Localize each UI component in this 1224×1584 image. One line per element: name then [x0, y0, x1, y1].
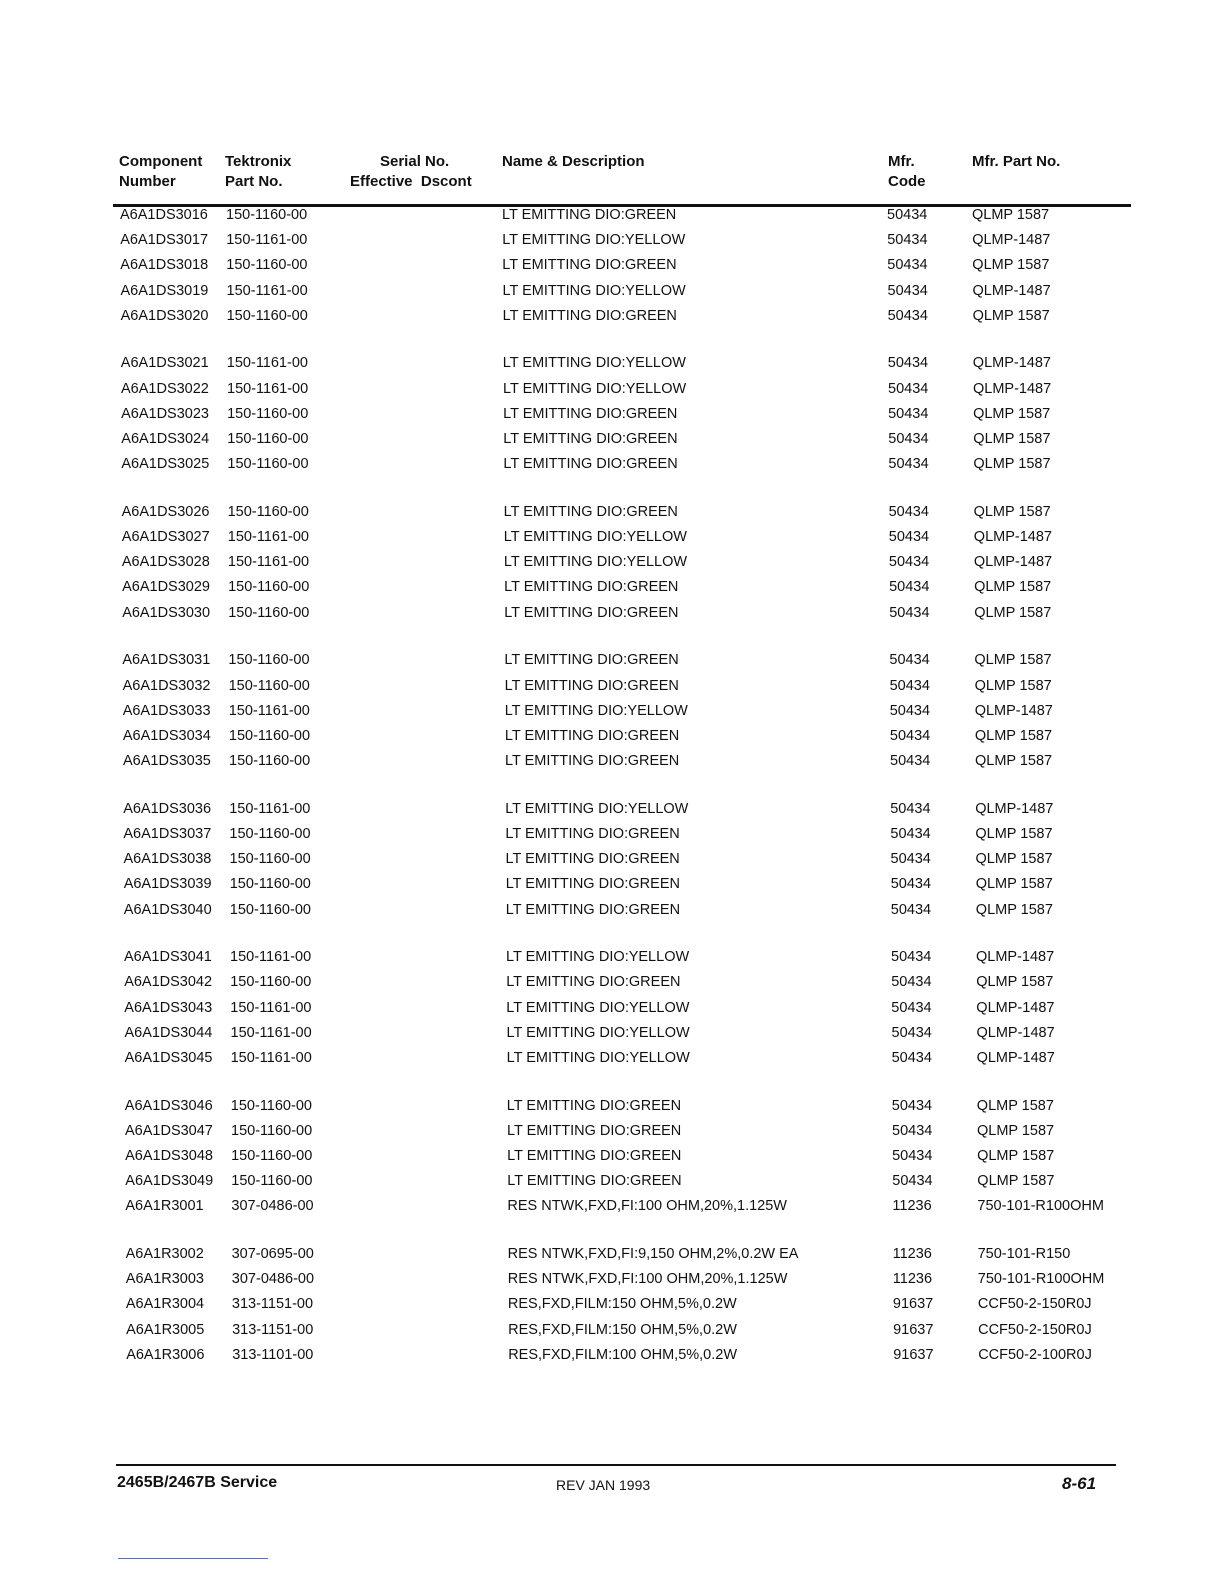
mfr-part-no: QLMP 1587	[975, 851, 1053, 868]
mfr-part-no: QLMP 1587	[974, 604, 1052, 621]
description: LT EMITTING DIO:YELLOW	[503, 380, 687, 397]
mfr-code: 50434	[890, 876, 932, 893]
mfr-code: 50434	[887, 355, 929, 372]
component-number: A6A1DS3032	[122, 677, 211, 694]
mfr-part-no: QLMP 1587	[973, 503, 1051, 520]
table-row	[0, 1320, 1224, 1345]
row-group	[0, 205, 1224, 331]
row-group	[0, 502, 1224, 628]
component-number: A6A1R3006	[126, 1346, 205, 1363]
component-number: A6A1DS3033	[122, 702, 211, 719]
header-component	[119, 152, 202, 192]
table-row	[0, 527, 1224, 552]
description: RES NTWK,FXD,FI:100 OHM,20%,1.125W	[507, 1198, 787, 1215]
table-row	[0, 404, 1224, 429]
tektronix-part-no: 150-1160-00	[227, 405, 309, 422]
mfr-part-no: QLMP 1587	[975, 876, 1053, 893]
mfr-code: 50434	[889, 652, 930, 669]
mfr-part-no: QLMP 1587	[975, 901, 1053, 918]
table-row	[0, 454, 1224, 479]
component-number: A6A1DS3040	[123, 901, 212, 918]
table-row	[0, 726, 1224, 751]
tektronix-part-no: 150-1161-00	[226, 282, 308, 299]
component-number: A6A1DS3027	[121, 529, 210, 546]
table-row	[0, 603, 1224, 628]
mfr-code: 50434	[889, 579, 930, 596]
description: LT EMITTING DIO:GREEN	[504, 579, 679, 596]
component-number: A6A1DS3047	[125, 1122, 213, 1139]
mfr-part-no: QLMP 1587	[977, 1122, 1055, 1139]
table-row	[0, 751, 1224, 776]
table-row	[0, 824, 1224, 849]
mfr-code: 50434	[891, 949, 932, 966]
tektronix-part-no: 150-1161-00	[227, 380, 309, 397]
table-row	[0, 874, 1224, 899]
table-row	[0, 502, 1224, 527]
mfr-part-no: QLMP-1487	[972, 355, 1051, 372]
table-row	[0, 429, 1224, 454]
component-number: A6A1DS3019	[120, 282, 209, 299]
mfr-part-no: QLMP-1487	[974, 702, 1053, 719]
tektronix-part-no: 150-1161-00	[227, 554, 310, 571]
table-row	[0, 1121, 1224, 1146]
mfr-code: 50434	[889, 727, 931, 744]
mfr-code: 50434	[891, 974, 932, 991]
mfr-code: 50434	[888, 554, 930, 571]
mfr-code: 50434	[888, 431, 929, 447]
mfr-part-no: 750-101-R150	[977, 1246, 1071, 1263]
mfr-part-no: QLMP 1587	[976, 1097, 1054, 1114]
table-row	[0, 650, 1224, 675]
tektronix-part-no: 307-0486-00	[231, 1271, 315, 1288]
description: LT EMITTING DIO:YELLOW	[506, 1024, 690, 1041]
mfr-part-no: QLMP-1487	[972, 282, 1051, 299]
mfr-part-no: QLMP 1587	[972, 207, 1050, 223]
component-number: A6A1R3005	[126, 1321, 205, 1338]
row-group	[0, 1244, 1224, 1370]
parts-table	[0, 205, 1224, 1393]
table-row	[0, 205, 1224, 230]
table-row	[0, 1345, 1224, 1370]
description: LT EMITTING DIO:GREEN	[502, 307, 677, 324]
component-number: A6A1DS3018	[120, 257, 209, 274]
table-row	[0, 972, 1224, 997]
description: RES,FXD,FILM:150 OHM,5%,0.2W	[508, 1321, 737, 1338]
mfr-code: 91637	[893, 1321, 934, 1338]
description: LT EMITTING DIO:GREEN	[503, 503, 678, 520]
description: RES NTWK,FXD,FI:100 OHM,20%,1.125W	[507, 1271, 788, 1288]
table-row	[0, 1146, 1224, 1171]
table-row	[0, 799, 1224, 824]
mfr-part-no: QLMP-1487	[972, 232, 1051, 249]
component-number: A6A1DS3030	[122, 604, 211, 621]
mfr-part-no: QLMP 1587	[974, 579, 1052, 596]
tektronix-part-no: 150-1160-00	[228, 604, 310, 621]
component-number: A6A1DS3017	[120, 232, 209, 249]
mfr-code: 50434	[892, 1173, 933, 1190]
mfr-code: 50434	[890, 800, 931, 817]
mfr-part-no: CCF50-2-150R0J	[977, 1296, 1092, 1313]
table-row	[0, 1023, 1224, 1048]
tektronix-part-no: 150-1160-00	[228, 677, 310, 694]
mfr-code: 11236	[892, 1246, 932, 1263]
tektronix-part-no: 150-1160-00	[227, 456, 309, 473]
component-number: A6A1DS3038	[123, 851, 212, 868]
description: LT EMITTING DIO:YELLOW	[506, 949, 690, 966]
component-number: A6A1DS3023	[121, 405, 209, 422]
mfr-code: 50434	[888, 405, 929, 422]
description: LT EMITTING DIO:GREEN	[503, 405, 678, 422]
description: LT EMITTING DIO:GREEN	[505, 851, 680, 868]
component-number: A6A1DS3028	[121, 554, 210, 571]
mfr-part-no: QLMP 1587	[977, 1173, 1055, 1190]
mfr-part-no: QLMP 1587	[974, 652, 1052, 669]
description: LT EMITTING DIO:GREEN	[504, 604, 679, 621]
header-number-label: Number	[119, 173, 176, 190]
tektronix-part-no: 150-1160-00	[231, 1122, 313, 1139]
mfr-code: 50434	[892, 1148, 933, 1164]
description: LT EMITTING DIO:YELLOW	[502, 282, 686, 299]
header-tektronix	[225, 152, 291, 192]
tektronix-part-no: 150-1160-00	[226, 207, 308, 223]
table-row	[0, 230, 1224, 255]
table-row	[0, 379, 1224, 404]
tektronix-part-no: 150-1160-00	[231, 1148, 313, 1164]
tektronix-part-no: 150-1160-00	[229, 851, 311, 868]
mfr-code: 91637	[893, 1346, 934, 1363]
tektronix-part-no: 307-0695-00	[231, 1246, 314, 1263]
component-number: A6A1DS3031	[122, 652, 211, 669]
description: LT EMITTING DIO:GREEN	[503, 456, 678, 473]
table-row	[0, 998, 1224, 1023]
component-number: A6A1DS3048	[125, 1148, 213, 1164]
mfr-part-no: QLMP-1487	[973, 554, 1053, 571]
tektronix-part-no: 150-1160-00	[227, 431, 309, 447]
mfr-code: 50434	[887, 257, 928, 274]
description: LT EMITTING DIO:GREEN	[507, 1148, 682, 1164]
tektronix-part-no: 150-1161-00	[230, 1024, 312, 1041]
table-row	[0, 306, 1224, 331]
table-row	[0, 947, 1224, 972]
header-mfr-part-label: Mfr. Part No.	[972, 153, 1061, 170]
mfr-part-no: CCF50-2-100R0J	[978, 1346, 1092, 1363]
mfr-code: 50434	[890, 851, 931, 868]
mfr-code: 50434	[891, 999, 932, 1016]
table-row	[0, 1048, 1224, 1073]
description: LT EMITTING DIO:GREEN	[504, 652, 679, 669]
component-number: A6A1DS3035	[123, 753, 211, 770]
tektronix-part-no: 150-1160-00	[229, 825, 311, 842]
component-number: A6A1DS3029	[122, 579, 210, 596]
mfr-code: 91637	[892, 1296, 934, 1313]
tektronix-part-no: 150-1160-00	[228, 727, 311, 744]
description: LT EMITTING DIO:YELLOW	[503, 529, 687, 546]
row-group	[0, 650, 1224, 776]
footer-revision: REV JAN 1993	[556, 1477, 651, 1493]
description: LT EMITTING DIO:YELLOW	[505, 800, 689, 817]
tektronix-part-no: 150-1160-00	[230, 1097, 312, 1114]
table-row	[0, 577, 1224, 602]
mfr-part-no: QLMP 1587	[975, 825, 1053, 842]
description: LT EMITTING DIO:GREEN	[506, 1097, 682, 1114]
tektronix-part-no: 313-1151-00	[231, 1296, 314, 1313]
table-row	[0, 1269, 1224, 1294]
mfr-part-no: QLMP 1587	[975, 753, 1053, 770]
mfr-part-no: QLMP-1487	[976, 949, 1055, 966]
tektronix-part-no: 150-1161-00	[230, 999, 312, 1016]
component-number: A6A1DS3039	[123, 876, 212, 893]
row-group	[0, 947, 1224, 1073]
component-number: A6A1DS3042	[124, 974, 213, 991]
component-number: A6A1DS3020	[120, 307, 209, 324]
mfr-part-no: QLMP-1487	[973, 380, 1052, 397]
description: LT EMITTING DIO:YELLOW	[502, 232, 686, 249]
table-row	[0, 353, 1224, 378]
mfr-code: 50434	[888, 380, 929, 397]
table-row	[0, 676, 1224, 701]
description: LT EMITTING DIO:GREEN	[502, 257, 677, 274]
row-group	[0, 1096, 1224, 1222]
tektronix-part-no: 313-1151-00	[232, 1321, 314, 1338]
mfr-code: 50434	[890, 825, 931, 842]
mfr-part-no: QLMP 1587	[972, 307, 1050, 324]
tektronix-part-no: 150-1160-00	[226, 307, 308, 324]
description: LT EMITTING DIO:GREEN	[504, 727, 680, 744]
component-number: A6A1R3003	[125, 1271, 204, 1288]
tektronix-part-no: 150-1160-00	[229, 876, 311, 893]
component-number: A6A1DS3036	[123, 800, 212, 817]
table-row	[0, 1196, 1224, 1221]
component-number: A6A1R3002	[125, 1246, 204, 1263]
header-code-label: Code	[888, 173, 926, 190]
tektronix-part-no: 150-1161-00	[230, 1049, 312, 1066]
tektronix-part-no: 150-1161-00	[227, 529, 309, 546]
description: LT EMITTING DIO:YELLOW	[503, 554, 688, 571]
description: LT EMITTING DIO:GREEN	[505, 753, 680, 770]
description: LT EMITTING DIO:GREEN	[506, 974, 681, 991]
description: LT EMITTING DIO:GREEN	[503, 431, 678, 447]
table-row	[0, 900, 1224, 925]
mfr-code: 11236	[892, 1198, 932, 1215]
page-number: 8-61	[1062, 1474, 1097, 1493]
tektronix-part-no: 150-1160-00	[227, 503, 309, 520]
tektronix-part-no: 150-1161-00	[226, 232, 308, 249]
tektronix-part-no: 150-1160-00	[228, 579, 310, 596]
mfr-code: 50434	[888, 529, 930, 546]
mfr-part-no: QLMP-1487	[973, 529, 1052, 546]
mfr-code: 50434	[891, 1024, 932, 1041]
mfr-part-no: QLMP 1587	[974, 727, 1053, 744]
table-row	[0, 1294, 1224, 1319]
mfr-part-no: QLMP 1587	[973, 431, 1051, 447]
component-number: A6A1DS3041	[124, 949, 212, 966]
mfr-part-no: 750-101-R100OHM	[977, 1198, 1104, 1215]
component-number: A6A1R3004	[125, 1296, 205, 1313]
table-row	[0, 281, 1224, 306]
tektronix-part-no: 150-1160-00	[230, 974, 312, 991]
component-number: A6A1DS3022	[121, 380, 209, 397]
mfr-part-no: QLMP 1587	[977, 1148, 1055, 1164]
component-number: A6A1DS3045	[124, 1049, 213, 1066]
description: RES NTWK,FXD,FI:9,150 OHM,2%,0.2W EA	[507, 1246, 799, 1263]
row-group	[0, 799, 1224, 925]
description: LT EMITTING DIO:YELLOW	[506, 999, 690, 1016]
description: RES,FXD,FILM:150 OHM,5%,0.2W	[507, 1296, 737, 1313]
mfr-part-no: QLMP 1587	[973, 456, 1051, 473]
tektronix-part-no: 313-1101-00	[232, 1346, 314, 1363]
scan-artifact-line	[118, 1558, 268, 1559]
table-row	[0, 849, 1224, 874]
tektronix-part-no: 150-1160-00	[231, 1173, 313, 1190]
mfr-part-no: QLMP-1487	[976, 1024, 1055, 1041]
component-number: A6A1DS3024	[121, 431, 210, 447]
row-group	[0, 353, 1224, 479]
mfr-code: 50434	[890, 753, 931, 770]
mfr-code: 50434	[892, 1122, 933, 1139]
description: LT EMITTING DIO:YELLOW	[506, 1049, 690, 1066]
component-number: A6A1DS3021	[120, 355, 209, 372]
mfr-code: 50434	[887, 207, 928, 223]
mfr-code: 50434	[888, 456, 929, 473]
component-number: A6A1DS3046	[124, 1097, 213, 1114]
header-tektronix-label: Tektronix	[225, 153, 292, 170]
mfr-code: 50434	[889, 677, 930, 694]
tektronix-part-no: 150-1161-00	[228, 702, 310, 719]
component-number: A6A1DS3043	[124, 999, 213, 1016]
mfr-code: 50434	[890, 901, 932, 918]
description: LT EMITTING DIO:GREEN	[505, 825, 680, 842]
description: LT EMITTING DIO:GREEN	[505, 901, 681, 918]
mfr-code: 50434	[888, 503, 929, 520]
mfr-part-no: QLMP 1587	[974, 677, 1052, 694]
header-mfr-code	[888, 152, 926, 192]
header-name-label: Name & Description	[502, 153, 645, 170]
mfr-part-no: QLMP 1587	[972, 257, 1050, 274]
table-row	[0, 1244, 1224, 1269]
description: LT EMITTING DIO:YELLOW	[502, 355, 686, 372]
mfr-code: 50434	[889, 604, 930, 621]
tektronix-part-no: 150-1161-00	[226, 355, 308, 372]
header-component-label: Component	[119, 153, 203, 170]
mfr-code: 50434	[891, 1097, 933, 1114]
mfr-part-no: QLMP 1587	[976, 974, 1054, 991]
component-number: A6A1DS3016	[120, 207, 208, 223]
mfr-code: 50434	[887, 282, 928, 299]
table-row	[0, 255, 1224, 280]
footer-title: 2465B/2467B Service	[117, 1474, 278, 1491]
table-row	[0, 1171, 1224, 1196]
component-number: A6A1DS3026	[121, 503, 210, 520]
mfr-code: 50434	[889, 702, 931, 719]
tektronix-part-no: 150-1160-00	[226, 257, 308, 274]
mfr-code: 50434	[891, 1049, 932, 1066]
tektronix-part-no: 150-1161-00	[229, 800, 311, 817]
header-effective-label: Effective Dscont	[350, 173, 472, 190]
table-row	[0, 701, 1224, 726]
mfr-part-no: CCF50-2-150R0J	[978, 1321, 1092, 1338]
description: LT EMITTING DIO:GREEN	[507, 1122, 682, 1139]
description: LT EMITTING DIO:YELLOW	[504, 702, 688, 719]
component-number: A6A1DS3025	[121, 456, 210, 473]
header-name	[502, 152, 645, 172]
table-row	[0, 552, 1224, 577]
component-number: A6A1DS3049	[125, 1173, 214, 1190]
tektronix-part-no: 150-1160-00	[229, 753, 311, 770]
mfr-part-no: QLMP-1487	[976, 999, 1055, 1016]
mfr-code: 50434	[887, 307, 928, 324]
header-mfr-part	[972, 152, 1060, 172]
mfr-part-no: 750-101-R100OHM	[977, 1271, 1105, 1288]
mfr-code: 50434	[887, 232, 928, 249]
table-row	[0, 1096, 1224, 1121]
component-number: A6A1DS3037	[123, 825, 212, 842]
tektronix-part-no: 150-1160-00	[228, 652, 310, 669]
footer-divider	[116, 1464, 1116, 1466]
tektronix-part-no: 150-1160-00	[229, 901, 311, 918]
description: LT EMITTING DIO:GREEN	[502, 207, 677, 223]
tektronix-part-no: 150-1161-00	[230, 949, 312, 966]
component-number: A6A1DS3044	[124, 1024, 213, 1041]
header-serial	[350, 152, 472, 192]
description: RES,FXD,FILM:100 OHM,5%,0.2W	[508, 1346, 738, 1363]
tektronix-part-no: 307-0486-00	[231, 1198, 314, 1215]
description: LT EMITTING DIO:GREEN	[504, 677, 679, 694]
mfr-part-no: QLMP-1487	[976, 1049, 1055, 1066]
header-serial-label: Serial No.	[380, 153, 450, 170]
header-mfr-label: Mfr.	[888, 153, 915, 170]
header-part-no-label: Part No.	[225, 173, 283, 190]
component-number: A6A1DS3034	[122, 727, 211, 744]
mfr-code: 11236	[892, 1271, 933, 1288]
description: LT EMITTING DIO:GREEN	[505, 876, 680, 893]
mfr-part-no: QLMP 1587	[973, 405, 1051, 422]
component-number: A6A1R3001	[125, 1198, 204, 1215]
mfr-part-no: QLMP-1487	[975, 800, 1054, 817]
description: LT EMITTING DIO:GREEN	[507, 1173, 682, 1190]
